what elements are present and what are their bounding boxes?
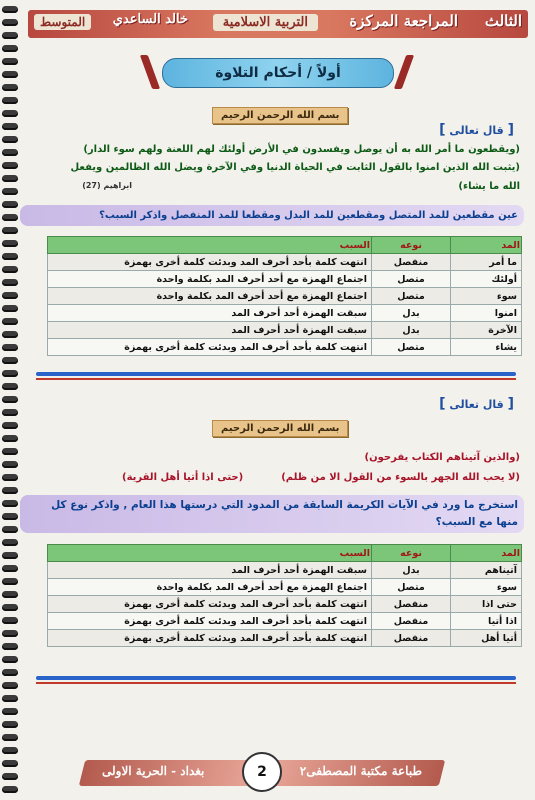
spiral-ring <box>2 435 18 442</box>
spiral-ring <box>2 305 18 312</box>
cell-reason: سبقت الهمزة أحد أحرف المد <box>48 305 372 322</box>
spiral-ring <box>2 123 18 130</box>
header-grade: الثالث <box>484 12 522 30</box>
spiral-ring <box>2 448 18 455</box>
cell-type: منفصل <box>372 596 451 613</box>
spiral-ring <box>2 708 18 715</box>
question-1: عين مقطعين للمد المتصل ومقطعين للمد البدل ومقطعا للمد المنفصل واذكر السبب؟ <box>20 205 524 226</box>
spiral-ring <box>2 773 18 780</box>
spiral-ring <box>2 721 18 728</box>
spiral-ring <box>2 84 18 91</box>
spiral-ring <box>2 734 18 741</box>
madd-table-2 <box>47 544 522 647</box>
spiral-ring <box>2 669 18 676</box>
header-title: المراجعة المركزة <box>349 12 458 30</box>
spiral-ring <box>2 227 18 234</box>
table-row <box>48 305 522 322</box>
qaal-label-2: [ قال تعالى ] <box>439 396 514 412</box>
spiral-ring <box>2 474 18 481</box>
spiral-binding <box>0 0 22 800</box>
header-author: خالد الساعدي <box>112 12 188 27</box>
spiral-ring <box>2 45 18 52</box>
cell-reason: انتهت كلمة بأحد أحرف المد وبدئت كلمة أخرى بهمزة <box>48 613 372 630</box>
table-header-row <box>48 545 522 562</box>
table-row <box>48 579 522 596</box>
cell-madd: يشاء <box>451 339 522 356</box>
cell-type: منفصل <box>372 630 451 647</box>
spiral-ring <box>2 396 18 403</box>
cell-madd: حتى اذا <box>451 596 522 613</box>
spiral-ring <box>2 682 18 689</box>
cell-madd: أتيا أهل <box>451 630 522 647</box>
page-number: 2 <box>242 752 282 792</box>
cell-type: متصل <box>372 339 451 356</box>
cell-madd: آتيناهم <box>451 562 522 579</box>
column-header: نوعه <box>372 545 451 562</box>
verse-5: (حتى اذا أتيا أهل القرية) <box>122 472 244 483</box>
spiral-ring <box>2 162 18 169</box>
spiral-ring <box>2 526 18 533</box>
spiral-ring <box>2 539 18 546</box>
cell-reason: سبقت الهمزة أحد أحرف المد <box>48 562 372 579</box>
column-header: السبب <box>48 545 372 562</box>
table-row <box>48 613 522 630</box>
section-divider-blue <box>36 372 516 376</box>
cell-type: متصل <box>372 288 451 305</box>
cell-reason: اجتماع الهمزة مع أحد أحرف المد بكلمة واحدة <box>48 288 372 305</box>
spiral-ring <box>2 279 18 286</box>
cell-type: بدل <box>372 562 451 579</box>
madd-table-1 <box>47 236 522 356</box>
qaal-label-1: [ قال تعالى ] <box>439 122 514 138</box>
spiral-ring <box>2 747 18 754</box>
spiral-ring <box>2 565 18 572</box>
table-row <box>48 322 522 339</box>
verse-1: (ويقطعون ما أمر الله به أن يوصل ويفسدون في الأرض أولئك لهم اللعنة ولهم سوء الدار) <box>83 144 520 155</box>
banner-ornament-right <box>394 55 414 89</box>
spiral-ring <box>2 383 18 390</box>
cell-type: منفصل <box>372 254 451 271</box>
page-footer <box>82 752 442 792</box>
spiral-ring <box>2 240 18 247</box>
spiral-ring <box>2 214 18 221</box>
cell-reason: سبقت الهمزة أحد أحرف المد <box>48 322 372 339</box>
spiral-ring <box>2 695 18 702</box>
basmala-box-2: بسم الله الرحمن الرحيم <box>212 420 348 437</box>
spiral-ring <box>2 617 18 624</box>
section-divider-red <box>36 378 516 380</box>
spiral-ring <box>2 71 18 78</box>
spiral-ring <box>2 513 18 520</box>
cell-type: منفصل <box>372 613 451 630</box>
spiral-ring <box>2 500 18 507</box>
spiral-ring <box>2 656 18 663</box>
spiral-ring <box>2 552 18 559</box>
spiral-ring <box>2 136 18 143</box>
spiral-ring <box>2 292 18 299</box>
table-row <box>48 596 522 613</box>
spiral-ring <box>2 461 18 468</box>
cell-type: بدل <box>372 322 451 339</box>
table-row <box>48 339 522 356</box>
cell-type: متصل <box>372 271 451 288</box>
cell-reason: انتهت كلمة بأحد أحرف المد وبدئت كلمة أخرى بهمزة <box>48 596 372 613</box>
cell-madd: سوء <box>451 288 522 305</box>
spiral-ring <box>2 318 18 325</box>
page-header <box>28 6 528 44</box>
spiral-ring <box>2 760 18 767</box>
table-row <box>48 562 522 579</box>
spiral-ring <box>2 370 18 377</box>
spiral-ring <box>2 97 18 104</box>
spiral-ring <box>2 357 18 364</box>
cell-type: بدل <box>372 305 451 322</box>
table-header-row <box>48 237 522 254</box>
verse-3: (والذين آتيناهم الكتاب يفرحون) <box>364 452 520 463</box>
spiral-ring <box>2 32 18 39</box>
cell-madd: اذا أتيا <box>451 613 522 630</box>
qaal-text: قال تعالى <box>449 398 504 411</box>
spiral-ring <box>2 422 18 429</box>
table-row <box>48 630 522 647</box>
verse-2: (يثبت الله الذين امنوا بالقول الثابت في الحياة الدنيا وفي الآخرة ويضل الله الظالمين ويفعل الله ما يشاء) <box>70 162 520 192</box>
header-stage: المتوسط <box>34 14 91 30</box>
section-divider-red <box>36 682 516 684</box>
spiral-ring <box>2 591 18 598</box>
spiral-ring <box>2 344 18 351</box>
column-header: المد <box>451 545 522 562</box>
spiral-ring <box>2 578 18 585</box>
qaal-text: قال تعالى <box>449 124 504 137</box>
column-header: نوعه <box>372 237 451 254</box>
verse-reference: ابراهيم (27) <box>82 181 132 190</box>
section-title: أولاً / أحكام التلاوة <box>162 58 394 88</box>
spiral-ring <box>2 331 18 338</box>
cell-reason: انتهت كلمة بأحد أحرف المد وبدئت كلمة أخرى بهمزة <box>48 339 372 356</box>
cell-reason: انتهت كلمة بأحد أحرف المد وبدئت كلمة أخرى بهمزة <box>48 630 372 647</box>
cell-madd: أولئك <box>451 271 522 288</box>
cell-madd: سوء <box>451 579 522 596</box>
cell-reason: اجتماع الهمزة مع أحد أحرف المد بكلمة واحدة <box>48 579 372 596</box>
worksheet-page <box>22 0 532 800</box>
spiral-ring <box>2 409 18 416</box>
question-2: استخرج ما ورد في الآيات الكريمة السابقة من المدود التي درستها هذا العام , واذكر نوع كل منها مع السبب؟ <box>20 495 524 533</box>
spiral-ring <box>2 487 18 494</box>
cell-madd: امنوا <box>451 305 522 322</box>
spiral-ring <box>2 604 18 611</box>
spiral-ring <box>2 266 18 273</box>
column-header: المد <box>451 237 522 254</box>
spiral-ring <box>2 630 18 637</box>
cell-reason: انتهت كلمة بأحد أحرف المد وبدئت كلمة أخرى بهمزة <box>48 254 372 271</box>
spiral-ring <box>2 6 18 13</box>
table-row <box>48 288 522 305</box>
cell-reason: اجتماع الهمزة مع أحد أحرف المد بكلمة واحدة <box>48 271 372 288</box>
cell-madd: الآخرة <box>451 322 522 339</box>
banner-ornament-left <box>140 55 160 89</box>
cell-type: متصل <box>372 579 451 596</box>
spiral-ring <box>2 786 18 793</box>
spiral-ring <box>2 58 18 65</box>
footer-city: بغداد - الحرية الاولى <box>102 764 205 778</box>
spiral-ring <box>2 643 18 650</box>
spiral-ring <box>2 188 18 195</box>
basmala-box-1: بسم الله الرحمن الرحيم <box>212 107 348 124</box>
footer-printer: طباعة مكتبة المصطفى٢ <box>299 764 422 778</box>
verse-4: (لا يحب الله الجهر بالسوء من القول الا من ظلم) <box>281 472 520 483</box>
spiral-ring <box>2 253 18 260</box>
spiral-ring <box>2 149 18 156</box>
spiral-ring <box>2 19 18 26</box>
cell-madd: ما أمر <box>451 254 522 271</box>
spiral-ring <box>2 110 18 117</box>
table-row <box>48 271 522 288</box>
table-row <box>48 254 522 271</box>
spiral-ring <box>2 201 18 208</box>
header-subject: التربية الاسلامية <box>213 14 318 31</box>
column-header: السبب <box>48 237 372 254</box>
section-divider-blue <box>36 676 516 680</box>
spiral-ring <box>2 175 18 182</box>
